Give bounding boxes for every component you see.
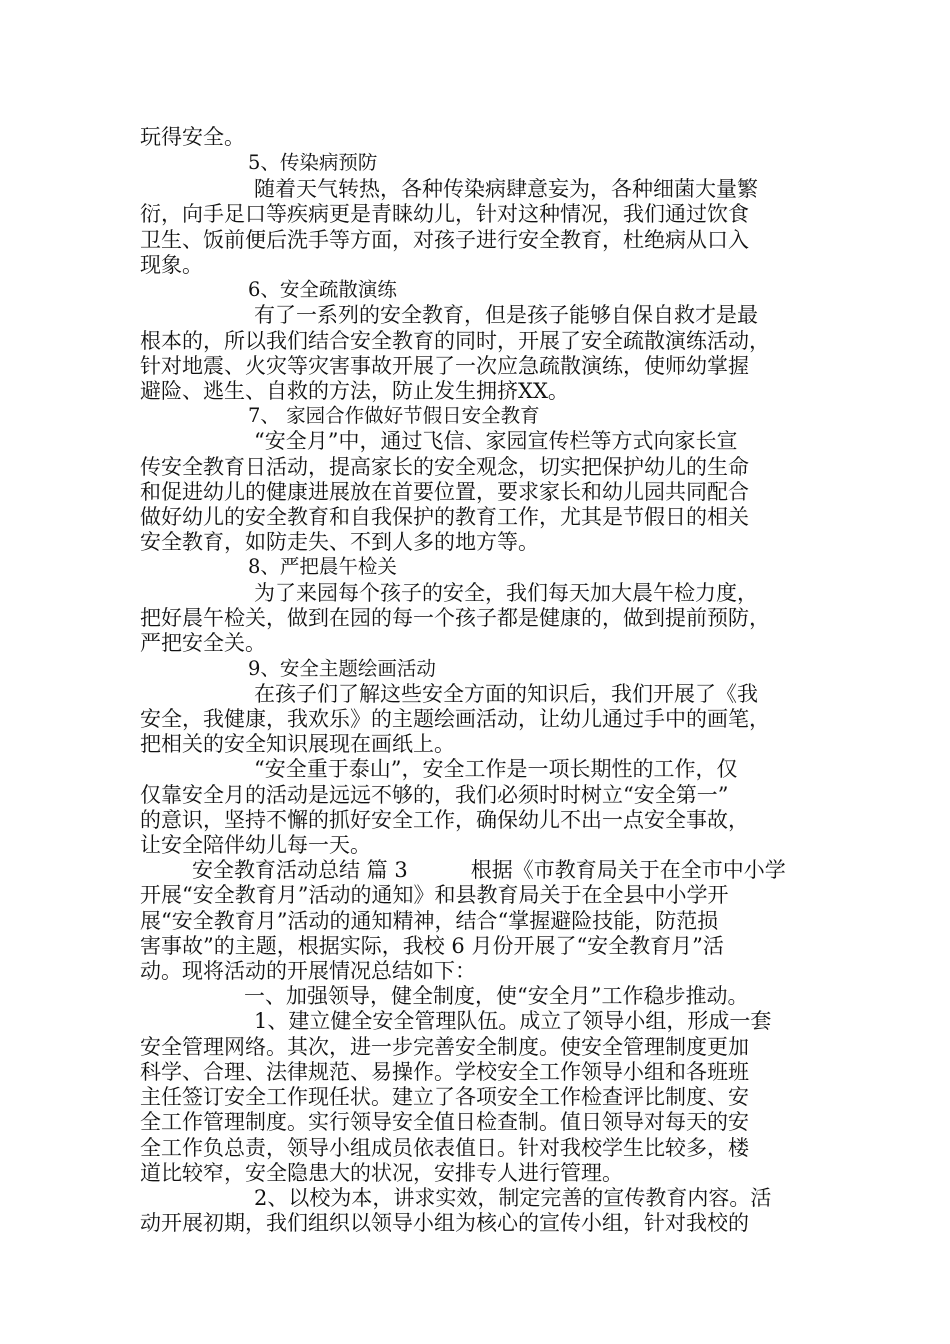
body-text-line: “安全月”中，通过飞信、家园宣传栏等方式向家长宣: [254, 429, 738, 453]
section-heading: 6、安全疏散演练: [248, 278, 397, 301]
body-text-line: 1、建立健全安全管理队伍。成立了领导小组，形成一套: [254, 1009, 772, 1033]
section-heading: 9、安全主题绘画活动: [248, 657, 436, 680]
body-text-line: 玩得安全。: [140, 125, 245, 149]
body-text-line: 安全，我健康，我欢乐》的主题绘画活动，让幼儿通过手中的画笔，: [140, 707, 770, 731]
body-text-line: 传安全教育日活动，提高家长的安全观念，切实把保护幼儿的生命: [140, 455, 749, 479]
body-text-line: 针对地震、火灾等灾害事故开展了一次应急疏散演练，使师幼掌握: [140, 354, 749, 378]
body-text-line: 让安全陪伴幼儿每一天。: [140, 833, 371, 857]
body-text-line: “安全重于泰山”，安全工作是一项长期性的工作，仅: [254, 757, 738, 781]
body-text-line: 现象。: [140, 253, 203, 277]
body-text-line: 道比较窄，安全隐患大的状况，安排专人进行管理。: [140, 1161, 623, 1185]
body-text-line: 全工作负总责，领导小组成员依表值日。针对我校学生比较多，楼: [140, 1136, 749, 1160]
body-text-line: 全工作管理制度。实行领导安全值日检查制。值日领导对每天的安: [140, 1110, 749, 1134]
body-text-line: 展“安全教育月”活动的通知精神，结合“掌握避险技能，防范损: [140, 909, 719, 933]
body-text-line: 安全管理网络。其次，进一步完善安全制度。使安全管理制度更加: [140, 1035, 749, 1059]
body-text-line: 做好幼儿的安全教育和自我保护的教育工作，尤其是节假日的相关: [140, 505, 749, 529]
body-text-line: 安全教育，如防走失、不到人多的地方等。: [140, 530, 539, 554]
body-text-line: 避险、逃生、自救的方法，防止发生拥挤XX。: [140, 379, 569, 403]
body-text-line: 为了来园每个孩子的安全，我们每天加大晨午检力度，: [254, 581, 758, 605]
body-text-line: 主任签订安全工作现任状。建立了各项安全工作检查评比制度、安: [140, 1085, 749, 1109]
body-text-line: 和促进幼儿的健康进展放在首要位置，要求家长和幼儿园共同配合: [140, 480, 749, 504]
body-text-line: 害事故”的主题，根据实际，我校 6 月份开展了“安全教育月”活: [140, 934, 724, 958]
subheading-line: 一、加强领导，健全制度，使“安全月”工作稳步推动。: [244, 984, 749, 1008]
body-text-line: 开展“安全教育月”活动的通知》和县教育局关于在全县中小学开: [140, 883, 729, 907]
body-text-line: 在孩子们了解这些安全方面的知识后，我们开展了《我: [254, 682, 758, 706]
body-text-line: 有了一系列的安全教育，但是孩子能够自保自救才是最: [254, 303, 758, 327]
body-text-line: 动开展初期，我们组织以领导小组为核心的宣传小组，针对我校的: [140, 1211, 749, 1235]
body-text-line: 随着天气转热，各种传染病肆意妄为，各种细菌大量繁: [254, 177, 758, 201]
body-text-line: 把相关的安全知识展现在画纸上。: [140, 732, 455, 756]
section-heading: 5、传染病预防: [248, 151, 378, 174]
body-text-line: 2、以校为本，讲求实效，制定完善的宣传教育内容。活: [254, 1186, 772, 1210]
section-title-line: 安全教育活动总结 篇 3 根据《市教育局关于在全市中小学: [192, 858, 786, 882]
body-text-line: 动。现将活动的开展情况总结如下：: [140, 959, 476, 983]
body-text-line: 科学、合理、法律规范、易操作。学校安全工作领导小组和各班班: [140, 1060, 749, 1084]
body-text-line: 衍，向手足口等疾病更是青睐幼儿，针对这种情况，我们通过饮食: [140, 202, 749, 226]
body-text-line: 卫生、饭前便后洗手等方面，对孩子进行安全教育，杜绝病从口入: [140, 228, 749, 252]
body-text-line: 把好晨午检关，做到在园的每一个孩子都是健康的，做到提前预防，: [140, 606, 770, 630]
body-text-line: 仅靠安全月的活动是远远不够的，我们必须时时树立“安全第一”: [140, 783, 729, 807]
body-text-line: 严把安全关。: [140, 631, 266, 655]
body-text-line: 的意识，坚持不懈的抓好安全工作，确保幼儿不出一点安全事故，: [140, 808, 749, 832]
section-heading: 7、 家园合作做好节假日安全教育: [248, 404, 540, 427]
section-heading: 8、严把晨午检关: [248, 555, 397, 578]
body-text-line: 根本的，所以我们结合安全教育的同时，开展了安全疏散演练活动，: [140, 329, 770, 353]
